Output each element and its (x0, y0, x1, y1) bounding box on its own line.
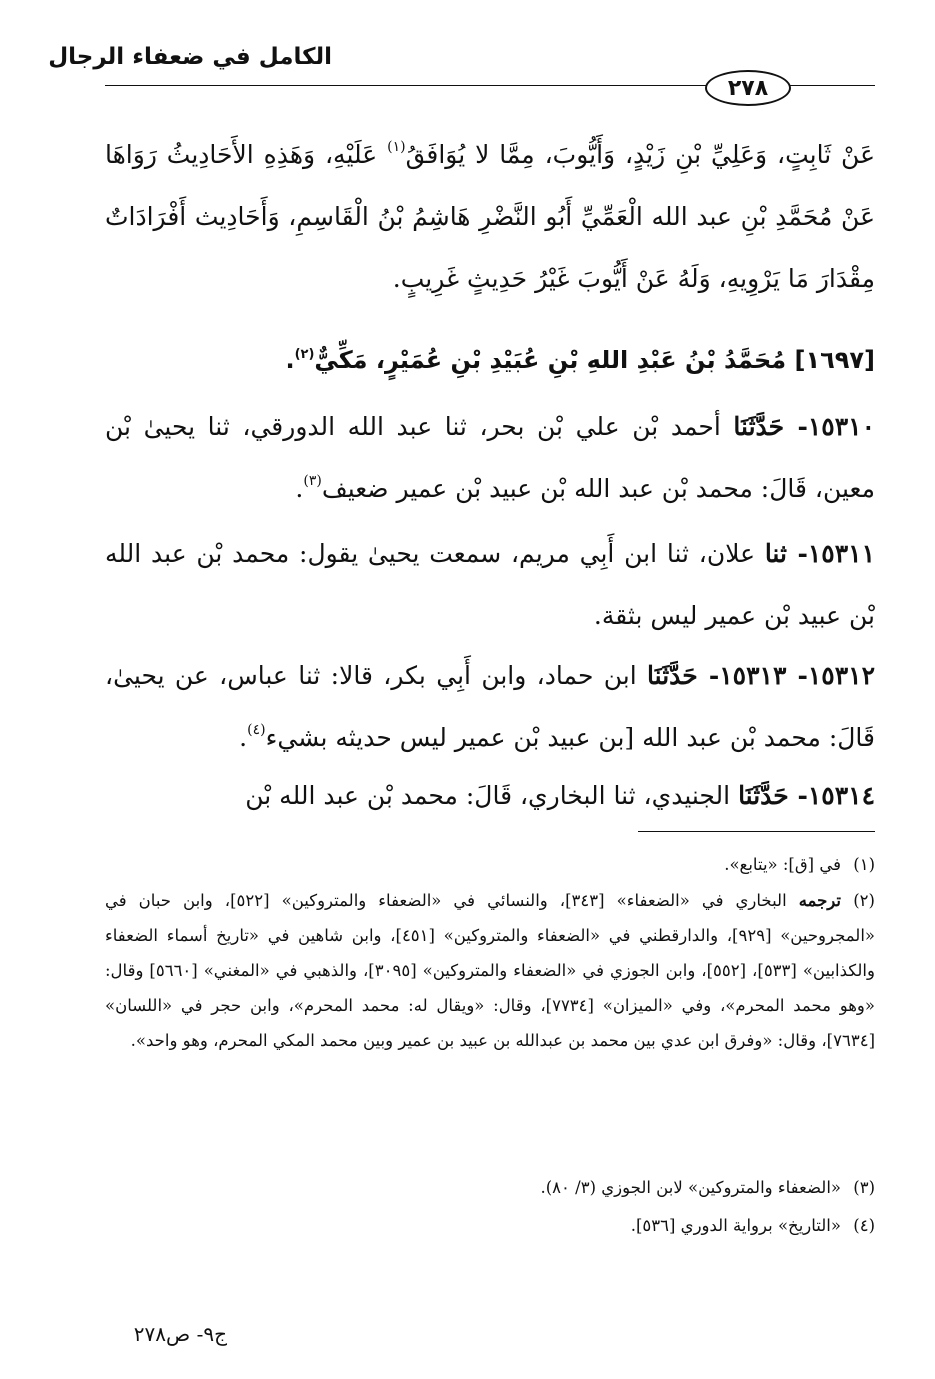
transmission-keyword: حَدَّثَنَا (647, 661, 709, 690)
footnote-2 (105, 883, 875, 1058)
footnote-mark: (٣) (853, 1178, 875, 1197)
footnote-text: «الضعفاء والمتروكين» لابن الجوزي (٣/ ٨٠). (540, 1178, 841, 1197)
footnote-mark: (٤) (853, 1216, 875, 1235)
punct: . (295, 474, 304, 503)
footnote-ref-3[interactable]: (٣) (303, 473, 322, 489)
hadith-text: علان، ثنا ابن أَبِي مريم، سمعت يحيىٰ يقول: محمد بْن عبد الله بْن عبيد بْن عمير ليس بثقة. (105, 539, 875, 630)
transmission-keyword: حَدَّثَنَا (738, 781, 798, 810)
hadith-text: ابن حماد، وابن أَبِي بكر، قالا: ثنا عباس، عن يحيىٰ، قَالَ: محمد بْن عبد الله [بن عبيد بْن عمير ليس حديثه بشيء (105, 661, 875, 752)
footnote-mark: (١) (853, 855, 875, 874)
footnote-4 (105, 1208, 875, 1243)
paragraph-text: عَلَيْهِ، وَهَذِهِ الأَحَادِيثُ رَوَاهَا عَنْ مُحَمَّدِ بْنِ عبد الله الْعَمِّيِّ أَبُو النَّضْرِ هَاشِمُ بْنُ الْقَاسِمِ، وَأَحَادِيث أَفْرَادَاتٌ مِقْدَارَ مَا يَرْوِيهِ، وَلَهُ عَنْ أَيُّوبَ غَيْرُ حَدِيثٍ غَرِيبٍ. (105, 140, 875, 293)
footnote-3 (105, 1170, 875, 1205)
hadith-15311 (105, 523, 875, 647)
page-number: ٢٧٨ (727, 75, 769, 101)
footnote-mark: (٢) (853, 891, 875, 910)
footnote-ref-1[interactable]: (١) (387, 139, 406, 155)
footnote-text: البخاري في «الضعفاء» [٣٤٣]، والنسائي في «الضعفاء والمتروكين» [٥٢٢]، وابن حبان في «المجروحين» [٩٢٩]، والدارقطني في «الضعفاء والمتروكين» [٤٥١]، وابن شاهين في «تاريخ أسماء الضعفاء والكذابين» [٥٣٣]، [٥٥٢]، وابن الجوزي في «الضعفاء والمتروكين» [٣٠٩٥]، والذهبي في «المغني» [٥٦٦٠] وقال: «وهو محمد المحرم»، وفي «الميزان» [٧٧٣٤]، وقال: «ويقال له: محمد المحرم»، وابن حجر في «اللسان» [٧٦٣٤]، وقال: «وفرق ابن عدي بين محمد بن عبدالله بن عبيد بن عمير وبين محمد المكي المحرم، وهو واحد». (105, 891, 875, 1050)
hadith-text: أحمد بْن علي بْن بحر، ثنا عبد الله الدورقي، ثنا يحيىٰ بْن معين، قَالَ: محمد بْن عبد الله بْن عبيد بْن عمير ضعيف (105, 412, 875, 503)
paragraph-text: عَنْ ثَابِتٍ، وَعَلِيِّ بْنِ زَيْدٍ، وَأَيُّوبَ، مِمَّا لا يُوَافَقُ (405, 140, 875, 169)
entry-number: [١٦٩٧] (794, 346, 875, 374)
hadith-15314 (105, 765, 875, 827)
hadith-text: الجنيدي، ثنا البخاري، قَالَ: محمد بْن عبد الله بْن (245, 781, 739, 810)
page-number-badge (705, 70, 791, 106)
footnote-text: في [ق]: «يتابع». (724, 855, 841, 874)
transmission-keyword: ثنا (764, 539, 798, 568)
hadith-number: ١٥٣١٠- (797, 412, 875, 441)
hadith-15310 (105, 396, 875, 520)
footnote-lead: ترجمه (798, 891, 841, 910)
footnote-separator (638, 831, 875, 832)
narrator-name: مُحَمَّدُ بْنُ عَبْدِ اللهِ بْنِ عُبَيْدِ بْنِ عُمَيْرٍ، مَكِّيٌّ (314, 346, 795, 374)
punct: . (239, 723, 248, 752)
footnote-1 (105, 847, 875, 882)
hadith-number: ١٥٣١١- (797, 539, 876, 568)
running-header-title: الكامل في ضعفاء الرجال (48, 44, 332, 70)
footnote-ref-2[interactable]: (٢) (294, 347, 315, 362)
transmission-keyword: حَدَّثَنَا (733, 412, 798, 441)
hadith-number: ١٥٣١٤- (797, 781, 875, 810)
footnote-text: «التاريخ» برواية الدوري [٥٣٦]. (630, 1216, 841, 1235)
footnote-ref-4[interactable]: (٤) (247, 722, 266, 738)
hadith-15312-15313 (105, 645, 875, 769)
punct: . (285, 346, 295, 374)
volume-page-reference: ج٩- ص٢٧٨ (133, 1322, 227, 1346)
paragraph-continuation (105, 124, 875, 310)
hadith-number: ١٥٣١٢- ١٥٣١٣- (708, 661, 875, 690)
narrator-entry-heading (105, 340, 875, 380)
